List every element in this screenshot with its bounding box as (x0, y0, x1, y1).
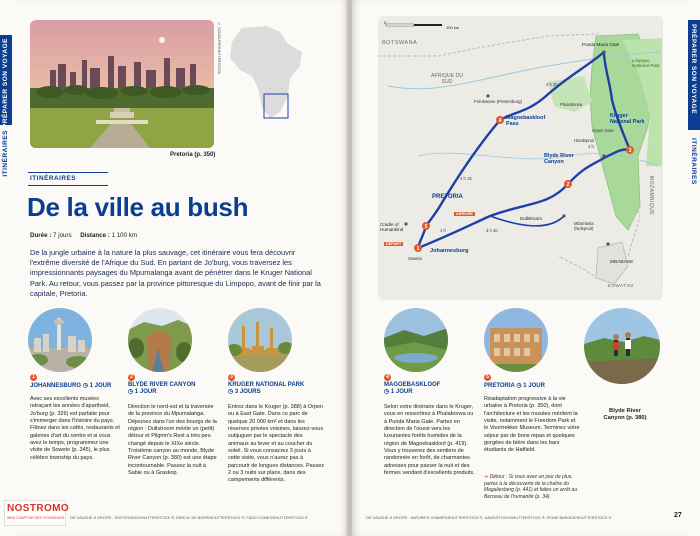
map-scale-end: 100 km (446, 25, 460, 30)
pretoria-circle-photo (484, 308, 548, 372)
map-label-mozambique: MOZAMBIQUE (648, 176, 654, 216)
stop-pretoria-text: Réadaptation progressive à la vie urbaine à Pretoria (p. 350), dont l'architecture et les musées méritent la visite, notamment le Freedom Park et le Voortrekker Museum. Terminez votre séjour par de bons repas et quelques gorgées de bière dans les bars étudiants de Hatfield. (484, 396, 580, 454)
section-rule-bottom (28, 185, 108, 186)
giraffes-illustration (228, 308, 292, 372)
stop-number-badge: 5 (484, 374, 491, 381)
side-tab (688, 0, 700, 536)
pretoria-building-illustration (484, 308, 548, 372)
duration-value: 7 jours (53, 232, 72, 239)
stop-kruger-heading (228, 374, 304, 395)
stop-number-badge: 1 (30, 374, 37, 381)
side-tab-label: PRÉPARER SON VOYAGE (2, 38, 9, 129)
side-tab-label-light: ITINÉRAIRES (690, 138, 697, 185)
page-title: De la ville au bush (27, 192, 249, 222)
stop-number-badge: 4 (384, 374, 391, 381)
stop-name: PRETORIA (484, 383, 515, 389)
magoebaskloof-photo (384, 308, 448, 372)
detour-text: Détour : Si vous avez un jour de plus, partez à la découverte de la chaîne du Magaliesberg (p. 441) et faites un arrêt au Berceau de l'humanité (p. 34). (484, 474, 578, 500)
africa-locator-map (222, 22, 310, 122)
map-label-magoebaskloof: Magoebaskloof Pass (506, 115, 546, 127)
stop-number-badge: 3 (228, 374, 235, 381)
distance-label: Distance : (80, 232, 110, 239)
magoebaskloof-illustration (384, 308, 448, 372)
detour-note (484, 474, 580, 500)
stop-magoebaskloof-text: Selon votre itinéraire dans le Kruger, vous en ressortirez à Phalaborwa ou à Punda Maria Gate. Partez en direction de l'ouest vers les luxuriantes forêts humides de la région de Magoebaskloof (p. 419). Vous y trouverez des sentiers de randonnée en forêt, de charmantes adresses pour passer la nuit et des fermes vendant d'excellents produits. (384, 404, 475, 476)
page-number: 27 (674, 512, 682, 519)
stop-name: BLYDE RIVER CANYON (128, 382, 196, 388)
map-label-phalaborwa: Phalaborwa (560, 102, 583, 107)
stop-name: JOHANNESBURG (30, 383, 82, 389)
clock-icon: ◷ (128, 389, 134, 395)
map-duration: 1 h (440, 228, 446, 233)
side-tab-label: PRÉPARER SON VOYAGE (690, 24, 697, 115)
right-footer-credits: DE GAUCHE À DROITE : NATURE'S CHAMPS/SHUTTERSTOCK ®, DAVIDSTOCK/SHUTTERSTOCK ®, FIONE BARGER/SHUTTERSTOCK ® (366, 516, 612, 520)
johannesburg-illustration (28, 308, 92, 372)
map-label-hoedspruit: Hoedspruit (574, 138, 595, 143)
clock-icon: ◷ (516, 383, 522, 389)
hikers-illustration (584, 308, 660, 384)
map-duration: 2 h (588, 144, 594, 149)
blyde-circle-caption: Blyde River Canyon (p. 380) (603, 408, 647, 422)
side-tab-label-light: ITINÉRAIRES (2, 130, 9, 177)
map-label-johannesburg: Johannesburg (430, 248, 469, 254)
map-badge-depart: DÉPART (386, 242, 402, 246)
johannesburg-photo (28, 308, 92, 372)
stop-blyde-text: Direction le nord-est et la traversée de la province du Mpumalanga. Déjeunez dans l'un des bourgs de la région : Dullstroom mérite un (petit) détour et Pilgrim's Rest a très peu changé depuis le XIXe siècle. Troisième canyon au monde, Blyde River Canyon (p. 380) est une étape incontournable. Passez la nuit à Sabie ou à Graskop. (128, 404, 217, 476)
map-label-mbabane: MBABANE (610, 260, 634, 265)
map-label-pretoria: PRETORIA (432, 194, 463, 200)
intro-paragraph: De la jungle urbaine à la nature la plus sauvage, cet itinéraire vous fera découvrir l'extrême diversité de l'Afrique du Sud. En partant de Jo'burg, vous traversez les impressionnants paysages du Mpumalanga avant de pénétrer dans le Kruger National Park. Au retour, vous passez par la province pittoresque du Limpopo, avant de finir par la capitale, Pretoria. (30, 248, 321, 298)
map-label-blyde: Blyde River Canyon (544, 153, 574, 165)
map-marker-1: 1 (416, 246, 420, 252)
logo-subtitle: WEB COMPTOIR DES VOYAGEURS (7, 516, 64, 520)
map-duration: 4 h 15 (460, 176, 472, 181)
duration-label: Durée : (30, 232, 52, 239)
map-label-kruger: Kruger National Park (610, 113, 645, 125)
route-map (378, 16, 663, 300)
map-duration: 4 h 30 (546, 82, 558, 87)
left-page (0, 0, 348, 536)
map-label-dullstroom: Dullstroom (520, 216, 542, 221)
stop-magoebaskloof-heading (384, 374, 440, 395)
nostromo-logo (4, 500, 70, 526)
stop-name: KRUGER NATIONAL PARK (228, 382, 305, 388)
clock-icon: ◷ (384, 389, 390, 395)
map-label-cradle: Cradle of Humankind (380, 222, 404, 233)
stop-days: 1 JOUR (89, 383, 112, 389)
map-label-soweto: Soweto (408, 256, 422, 261)
kruger-photo (228, 308, 292, 372)
left-footer-credits: DE GAUCHE À DROITE : SOPOTNICKI/SHUTTERSTOCK ®, DIRK M. DE BOER/SHUTTERSTOCK ®, FADO COMES/SHUTTERSTOCK ® (70, 516, 308, 520)
pretoria-photo (30, 20, 214, 148)
clock-icon: ◷ (82, 383, 88, 389)
distance-value: 1 100 km (111, 232, 138, 239)
stop-johannesburg-text: Avec ses excellents musées retraçant les années d'apartheid, Jo'burg (p. 326) est parfaite pour s'immerger dans l'histoire du pays. Flânez dans les cafés, restaurants et galeries d'art du centre et si vous avez le temps, programmez une visite de Soweto (p. 345), le plus célèbre township du pays. (30, 396, 120, 461)
blyde-river-photo (128, 308, 192, 372)
section-rule (28, 172, 108, 173)
map-label-mbombela: Mbombela (Nelspruit) (574, 221, 594, 231)
stop-pretoria-heading (484, 374, 545, 389)
map-marker-4: 4 (498, 118, 502, 124)
map-label-orpen-gate: Orpen Gate (592, 128, 614, 133)
map-scale-start: 0 (384, 20, 387, 25)
map-label-south-africa: AFRIQUE DU SUD (431, 73, 463, 85)
map-duration: 3 h 30 (486, 228, 498, 233)
blyde-river-illustration (128, 308, 192, 372)
map-label-botswana: BOTSWANA (382, 40, 418, 46)
photo-credit: © GOODLIFE/SHUTTERSTOCK (217, 22, 221, 75)
map-marker-5: 5 (424, 224, 428, 230)
detour-icon: ➜ (484, 474, 489, 480)
map-label-punda-maria: Punda Maria Gate (582, 42, 620, 47)
side-tab (0, 0, 12, 536)
blyde-canyon-photo (584, 308, 660, 384)
stop-blyde-heading (128, 374, 195, 395)
trip-meta (30, 232, 137, 239)
map-label-polokwane: Polokwane (Pietersburg) (474, 99, 523, 104)
photo-caption: Pretoria (p. 350) (170, 152, 216, 158)
map-badge-arrivee: ARRIVÉE (456, 212, 473, 216)
right-page (352, 0, 700, 536)
pretoria-skyline-illustration (30, 20, 214, 148)
stop-days: 1 JOUR (390, 389, 413, 395)
map-marker-3: 3 (628, 148, 632, 154)
stop-kruger-text: Entrez dans le Kruger (p. 388) à Orpen ou à East Gate. Dans ce parc de quelque 20 000 km² et dans les réserves privées voisines, laissez-vous subjuguer par le spectacle des animaux au lever et au coucher du soleil. Si vous consacrez 3 jours à cette visite, vous n'aurez pas à parcourir de longues distances. Passez 2 ou 3 nuits sur place, dans des campements différents. (228, 404, 324, 484)
section-label: ITINÉRAIRES (30, 175, 76, 182)
stop-name: MAGOEBASKLOOF (384, 382, 441, 388)
clock-icon: ◷ (228, 389, 234, 395)
map-label-limpopo-park: Limpopo National Park (632, 58, 660, 69)
stop-days: 1 JOUR (523, 383, 545, 389)
map-marker-2: 2 (566, 182, 570, 188)
map-label-eswatini: ESWATINI (608, 284, 634, 289)
stop-days: 3 JOURS (234, 389, 261, 395)
logo-name: NOSTROMO (7, 503, 70, 514)
stop-days: 1 JOUR (134, 389, 157, 395)
stop-johannesburg-heading (30, 374, 111, 389)
stop-number-badge: 2 (128, 374, 135, 381)
